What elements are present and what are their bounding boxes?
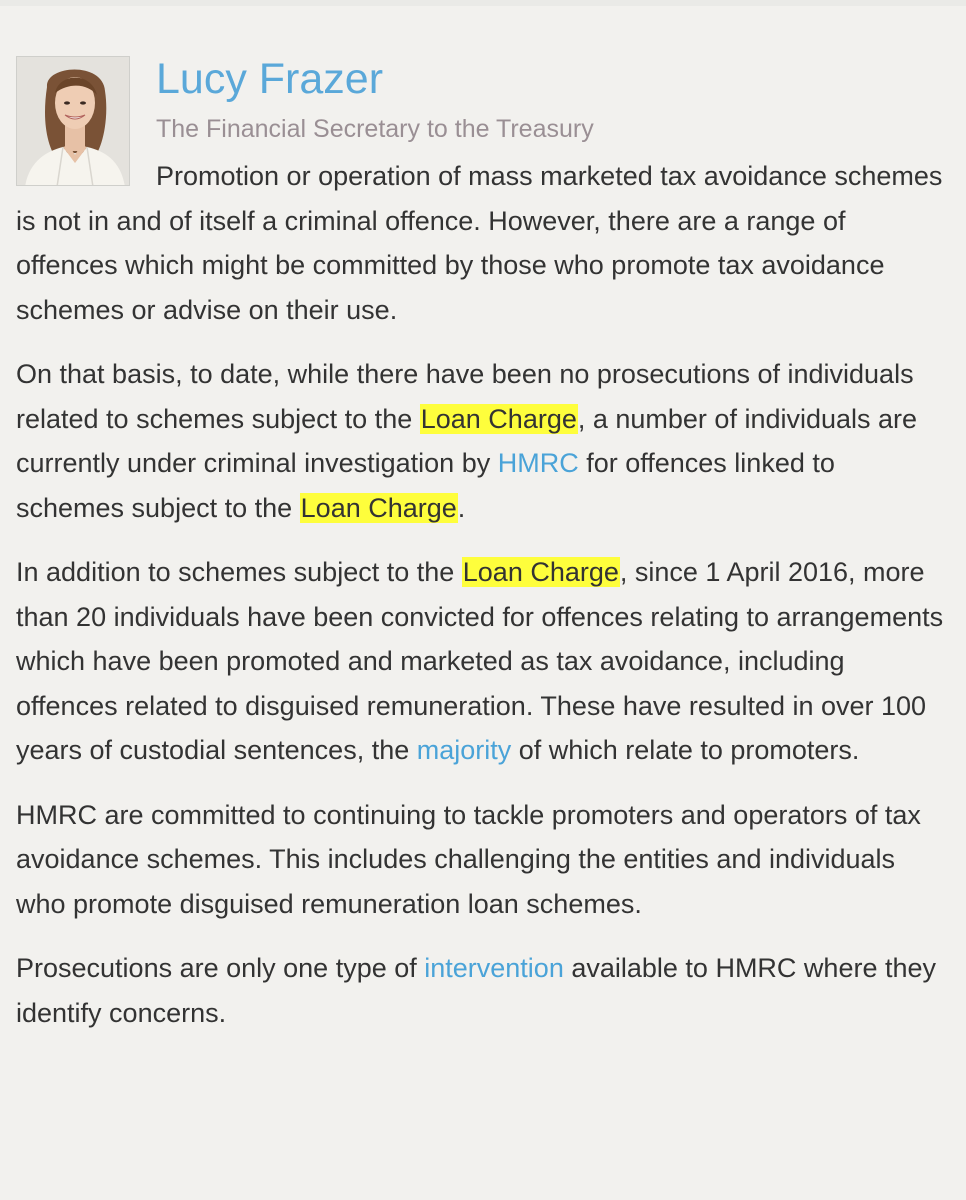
paragraph-text: In addition to schemes subject to the xyxy=(16,557,462,587)
paragraph-text: On that basis, to date, while there have been no prosecutions of individuals related to schemes subject to the xyxy=(16,359,914,434)
member-role: The Financial Secretary to the Treasury xyxy=(156,115,594,143)
speech-paragraph-4: HMRC are committed to continuing to tackle promoters and operators of tax avoidance schemes. This includes challenging the entities and individuals who promote disguised remuneration loan schemes. xyxy=(16,799,921,919)
speech-paragraph-3 xyxy=(16,550,946,773)
paragraph-text: , since 1 April 2016, more than 20 individuals have been convicted for offences relating to arrangements which have been promoted and marketed as tax avoidance, including offences related to disguised remuneration. These have resulted in over 100 years of custodial sentences, the xyxy=(16,557,944,765)
paragraph-text: , a number of individuals are currently under criminal investigation by xyxy=(16,403,918,478)
speech-paragraph-1: Promotion or operation of mass marketed tax avoidance schemes is not in and of itself a criminal offence. However, there are a range of offences which might be committed by those who promote tax avoidance schemes or advise on their use. xyxy=(16,161,943,325)
portrait-image xyxy=(17,57,130,186)
paragraph-text: Prosecutions are only one type of xyxy=(16,953,425,983)
search-highlight: Loan Charge xyxy=(420,403,577,434)
contribution-card xyxy=(0,6,966,1200)
hmrc-link[interactable]: HMRC xyxy=(497,448,579,478)
intervention-link[interactable]: intervention xyxy=(424,953,564,983)
speech-paragraph-5 xyxy=(16,946,946,1035)
search-highlight: Loan Charge xyxy=(462,557,619,587)
paragraph-text: for offences linked to schemes subject to the xyxy=(16,448,835,523)
member-portrait[interactable] xyxy=(16,56,130,186)
majority-link[interactable]: majority xyxy=(416,735,512,765)
paragraph-text: of which relate to promoters. xyxy=(511,735,860,765)
search-highlight: Loan Charge xyxy=(300,492,457,523)
contribution-content xyxy=(16,50,946,1035)
speech-paragraph-2 xyxy=(16,352,946,530)
paragraph-text: . xyxy=(457,492,466,523)
paragraph-text: available to HMRC where they identify concerns. xyxy=(16,953,937,1028)
member-name-link[interactable]: Lucy Frazer xyxy=(156,55,384,103)
